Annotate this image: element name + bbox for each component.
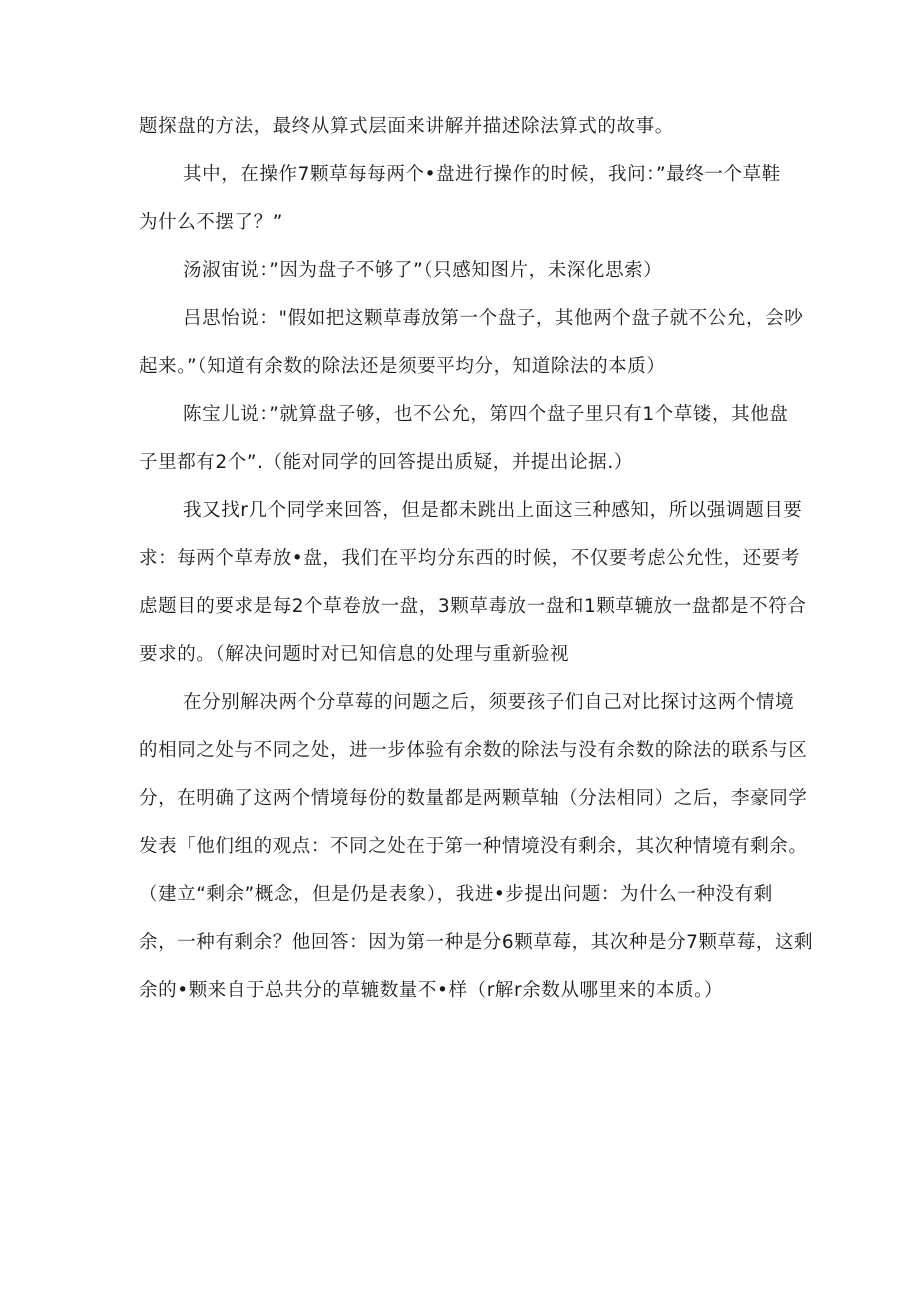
text-line-14: 的相同之处与不同之处，进一步体验有余数的除法与没有余数的除法的联系与区 — [139, 740, 808, 761]
text-line-2: 其中，在操作7颗草每每两个•盘进行操作的时候，我问：”最终一个草鞋 — [183, 164, 781, 185]
text-line-18: 余，一种有剩余？他回答：因为第一种是分6颗草莓，其次种是分7颗草莓，这剩 — [139, 932, 814, 953]
text-line-16: 发表「他们组的观点：不同之处在于第一种情境没有剩余，其次种情境有剩余。 — [139, 836, 808, 857]
text-line-19: 余的•颗来自于总共分的草辘数量不•样（r解r余数从哪里来的本质。） — [139, 980, 724, 1001]
text-line-1: 题探盘的方法，最终从算式层面来讲解并描述除法算式的故事。 — [139, 116, 674, 137]
text-line-3: 为什么不摆了？” — [139, 212, 283, 233]
text-line-5: 吕思怡说："假如把这颗草毒放第一个盘子，其他两个盘子就不公允，会吵 — [183, 308, 804, 329]
text-line-8: 子里都有2个”.（能对同学的回答提出质疑，并提出论据.） — [139, 452, 633, 473]
text-line-17: （建立“剩余”概念，但是仍是表象），我进•步提出问题：为什么一种没有剩 — [139, 884, 773, 905]
text-line-12: 要求的。（解决问题时对已知信息的处理与重新验视 — [139, 644, 570, 665]
text-line-15: 分，在明确了这两个情境每份的数量都是两颗草轴（分法相同）之后，李豪同学 — [139, 788, 808, 809]
text-line-11: 虑题目的要求是每2个草卷放一盘，3颗草毒放一盘和1颗草辘放一盘都是不符合 — [139, 596, 807, 617]
text-line-7: 陈宝儿说：”就算盘子够，也不公允，第四个盘子里只有1个草镂，其他盘 — [183, 404, 789, 425]
text-line-6: 起来。”（知道有余数的除法还是须要平均分，知道除法的本质） — [139, 356, 666, 377]
text-line-13: 在分别解决两个分草莓的问题之后，须要孩子们自己对比探讨这两个情境 — [183, 692, 795, 713]
text-line-9: 我又找r几个同学来回答，但是都未跳出上面这三种感知，所以强调题目要 — [183, 500, 803, 521]
text-line-4: 汤淑宙说：”因为盘子不够了”（只感知图片，未深化思索） — [183, 260, 663, 281]
text-line-10: 求：每两个草寿放•盘，我们在平均分东西的时候，不仅要考虑公允性，还要考 — [139, 548, 800, 569]
